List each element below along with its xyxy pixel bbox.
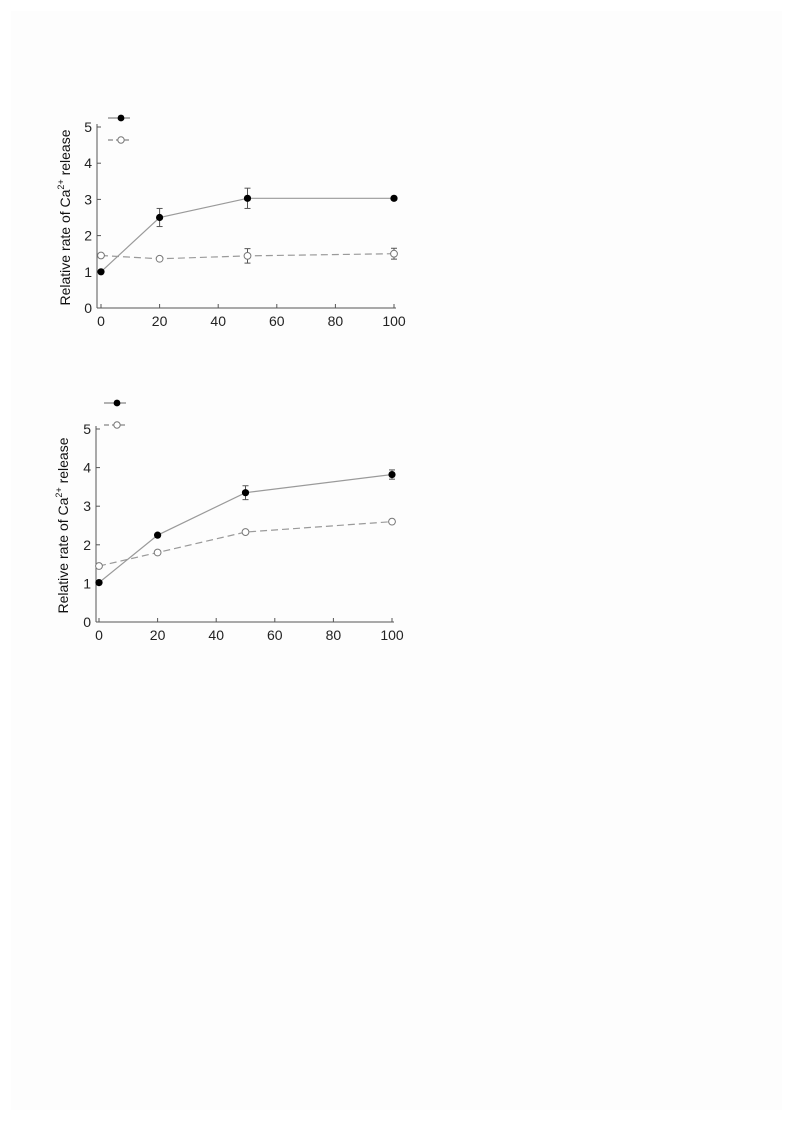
y-axis-title: Relative rate of $Ca^{2+}$ release xyxy=(56,129,73,306)
y-tick-label: 0 xyxy=(84,300,92,316)
data-point-open xyxy=(244,252,251,259)
data-point-open xyxy=(154,549,161,556)
x-tick-label: 80 xyxy=(327,313,344,329)
data-point-open xyxy=(391,250,398,257)
data-point-filled xyxy=(97,268,104,275)
data-point-filled xyxy=(388,471,395,478)
legend-marker-filled xyxy=(118,115,125,122)
data-point-open xyxy=(156,255,163,262)
y-tick-label: 0 xyxy=(83,614,91,630)
y-tick-label: 3 xyxy=(84,191,92,208)
x-tick-label: 40 xyxy=(210,313,226,329)
x-tick-label: 0 xyxy=(95,627,103,643)
x-tick-label: 100 xyxy=(382,313,406,329)
legend-marker-open xyxy=(114,422,120,428)
y-tick-label: 1 xyxy=(83,575,91,592)
y-tick-label: 1 xyxy=(84,263,92,280)
y-tick-label: 3 xyxy=(83,498,91,515)
y-tick-label: 2 xyxy=(83,536,91,553)
data-point-filled xyxy=(154,532,161,539)
x-tick-label: 60 xyxy=(269,313,285,329)
x-tick-label: 40 xyxy=(208,627,224,643)
x-tick-label: 100 xyxy=(380,627,404,643)
x-tick-label: 20 xyxy=(151,313,168,329)
data-point-filled xyxy=(156,214,163,221)
x-tick-label: 80 xyxy=(325,627,342,643)
chart-bottom xyxy=(54,400,404,643)
data-point-filled xyxy=(242,489,249,496)
data-point-open xyxy=(242,529,249,536)
x-tick-label: 20 xyxy=(149,627,166,643)
y-tick-label: 2 xyxy=(84,227,92,244)
data-point-open xyxy=(96,563,103,570)
x-tick-label: 0 xyxy=(97,313,105,329)
data-point-open xyxy=(389,518,396,525)
y-tick-label: 4 xyxy=(84,155,92,172)
data-point-open xyxy=(98,252,105,259)
y-tick-label: 5 xyxy=(84,119,92,135)
data-point-filled xyxy=(95,579,102,586)
data-point-filled xyxy=(390,195,397,202)
chart-top xyxy=(56,115,406,329)
legend-marker-filled xyxy=(114,400,121,407)
legend-marker-open xyxy=(118,137,124,143)
y-tick-label: 4 xyxy=(83,459,91,476)
x-tick-label: 60 xyxy=(267,627,283,643)
y-axis-title: Relative rate of $Ca^{2+}$ release xyxy=(54,437,71,614)
data-point-filled xyxy=(244,195,251,202)
y-tick-label: 5 xyxy=(83,421,91,437)
